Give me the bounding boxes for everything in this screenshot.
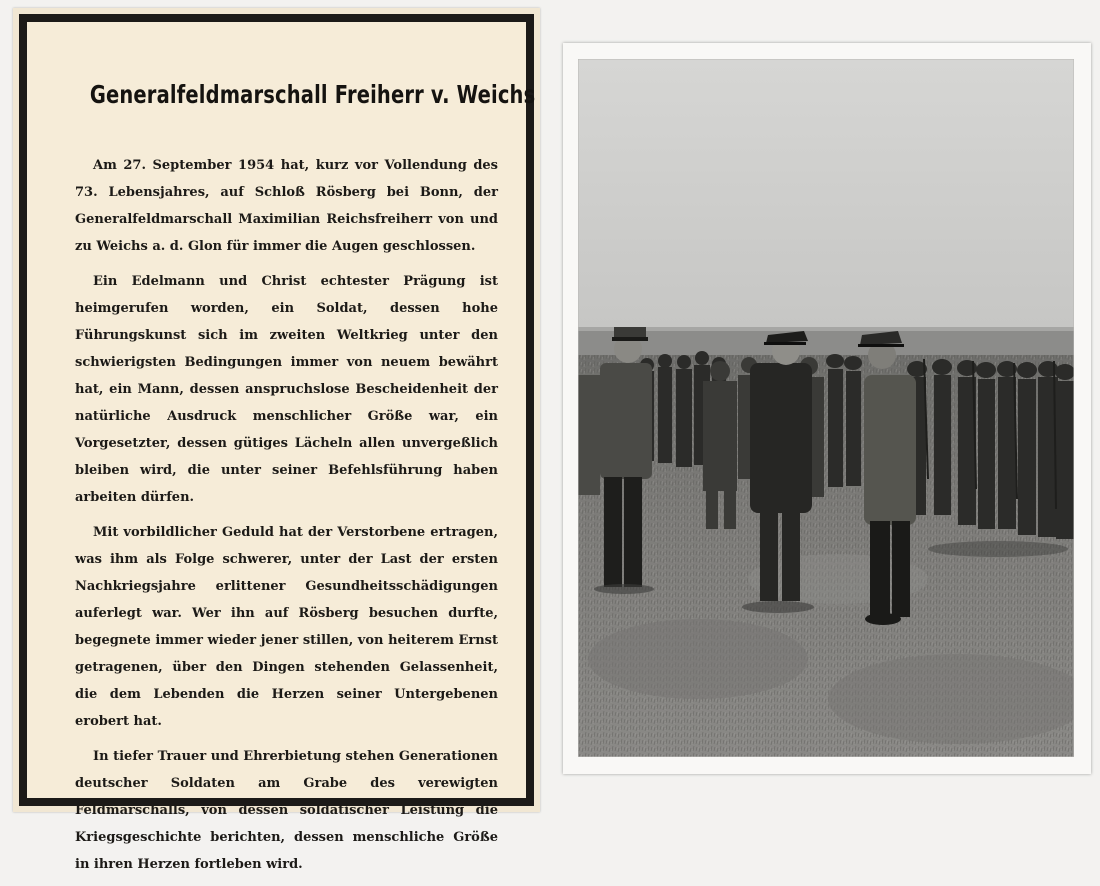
mourning-notice-card <box>13 8 540 872</box>
notice-paragraph-3: Mit vorbildlicher Geduld hat der Verstorbene ertragen, was ihm als Folge schwerer, unter der Last der ersten Nachkriegsjahre erlittener Gesundheitsschädigungen auferlegt war. Wer ihn auf Rösberg besuchen durfte, begegnete immer wieder jener stillen, von heiterem Ernst getragenen, über den Dingen stehenden Gelassenheit, die dem Lebenden die Herzen seiner Untergebenen erobert hat. <box>75 525 498 729</box>
notice-paragraph-4: In tiefer Trauer und Ehrerbietung stehen Generationen deutscher Soldaten am Grabe des verewigten Feldmarschalls, von dessen soldatischer Leistung die Kriegsgeschichte berichten, dessen menschliche Größe in ihren Herzen fortleben wird. <box>75 749 498 872</box>
notice-body <box>75 152 498 886</box>
notice-paragraph-1: Am 27. September 1954 hat, kurz vor Vollendung des 73. Lebensjahres, auf Schloß Rösberg bei Bonn, der Generalfeldmarschall Maximilian Reichsfreiherr von und zu Weichs a. d. Glon für immer die Augen geschlossen. <box>75 158 498 254</box>
notice-title: Generalfeldmarschall Freiherr v. Weichs <box>89 79 536 109</box>
mourning-border <box>19 14 536 872</box>
military-ceremony-photo <box>578 59 1074 757</box>
notice-paragraph-2: Ein Edelmann und Christ echtester Prägung ist heimgerufen worden, ein Soldat, dessen hohe Führungskunst sich im zweiten Weltkrieg unter den schwierigsten Bedingungen immer von neuem bewährt hat, ein Mann, dessen anspruchslose Bescheidenheit der natürliche Ausdruck menschlicher Größe war, ein Vorgesetzter, dessen gütiges Lächeln allen unvergeßlich bleiben wird, die unter seiner Befehlsführung haben arbeiten dürfen. <box>75 274 498 505</box>
photo-print-mount <box>563 43 1091 774</box>
notice-title-row <box>27 78 536 110</box>
